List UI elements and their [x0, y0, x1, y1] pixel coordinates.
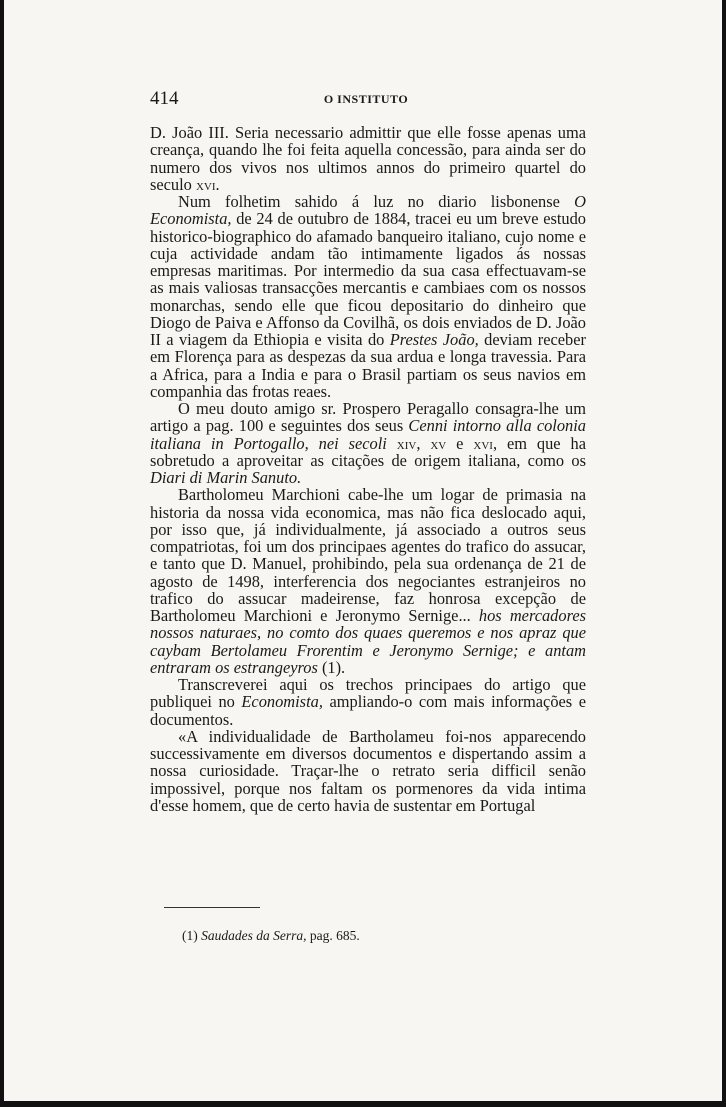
- footnote-marker: (1): [182, 928, 198, 943]
- text-run: (1).: [317, 657, 346, 677]
- paragraph-4: [150, 486, 586, 676]
- running-title: O INSTITUTO: [323, 92, 409, 106]
- italic-text: Prestes João,: [389, 330, 479, 349]
- text-run: xvi: [473, 433, 493, 453]
- text-run: .: [215, 174, 220, 194]
- italic-text: Economista,: [241, 692, 323, 712]
- text-run: O meu douto amigo sr. Prospero Peragallo consagra-lhe um artigo a pag. 100 e seguintes dos seus: [150, 399, 586, 436]
- footnote-title: Saudades da Serra,: [201, 928, 307, 943]
- text-run: «A individualidade de Bartholameu foi-nos apparecendo successivamente em diversos documentos e dispertando assim a nossa curiosidade. Traçar-lhe o retrato seria difficil senão impossivel, porque nos faltam os pormenores da vida intima d'esse homem, que de certo havia de sustentar em Portugal: [150, 726, 586, 815]
- text-run: D. João III. Seria necessario admittir que elle fosse apenas uma creança, quando lhe foi feita aquella concessão, para ainda ser do numero dos vivos nos ultimos annos do primeiro quartel do seculo: [150, 123, 586, 194]
- text-run: Transcreverei aqui os trechos principaes do artigo que publiquei no: [150, 675, 586, 712]
- text-run: xvi: [195, 174, 216, 194]
- paragraph-5: [150, 676, 586, 728]
- text-run: xiv: [396, 433, 417, 453]
- text-run: [387, 434, 397, 453]
- footnote-rest: pag. 685.: [306, 928, 360, 943]
- italic-text: Diari di Marin Sanuto.: [150, 468, 302, 487]
- footnote-divider: [164, 907, 260, 908]
- page-number: 414: [150, 88, 179, 109]
- running-header: [150, 86, 582, 114]
- footnote: [182, 928, 582, 944]
- paragraph-2: [150, 193, 586, 400]
- paragraph-1: [150, 124, 586, 193]
- paragraph-6: [150, 728, 586, 814]
- italic-text: hos mercadores nossos naturaes, no comto dos quaes queremos e nos apraz que caybam Bertolameu Frorentim e Jeronymo Sernige; e antam entraram os estrangeyros: [150, 606, 586, 677]
- text-run: e: [446, 433, 474, 453]
- italic-text: O Economista,: [150, 192, 586, 229]
- text-run: xv: [430, 433, 447, 453]
- text-run: ampliando-o com mais informações e documentos.: [150, 692, 586, 729]
- text-run: ,: [416, 433, 431, 453]
- body-text: [150, 124, 586, 814]
- text-run: , em que ha sobretudo a aproveitar as citações de origem italiana, como os: [150, 433, 586, 470]
- text-run: deviam receber em Florença para as despezas da sua ardua e longa travessia. Para a Africa, para a India e para o Brasil partiam os seus navios em companhia das frotas reaes.: [150, 330, 586, 401]
- text-run: de 24 de outubro de 1884, tracei eu um breve estudo historico-biographico do afamado banqueiro italiano, cujo nome e cuja actividade andam tão intimamente ligados ás nossas empresas maritimas. Por intermedio da sua casa effectuavam-se as mais valiosas transacções mercantis e cambiaes com os nossos monarchas, sendo elle que ficou depositario do dinheiro que Diogo de Paiva e Affonso da Covilhã, os dois enviados de D. João II a viagem da Ethiopia e visita do: [150, 209, 586, 349]
- text-run: Num folhetim sahido á luz no diario lisbonense: [178, 192, 575, 211]
- text-run: Bartholomeu Marchioni cabe-lhe um logar de primasia na historia da nossa vida economica, mas não fica deslocado aqui, por isso que, já individualmente, já associado a outros seus compatriotas, foi um dos principaes agentes do trafico do assucar, e tanto que D. Manuel, prohibindo, pela sua ordenança de 21 de agosto de 1498, interferencia dos negociantes estranjeiros no trafico do assucar madeirense, faz honrosa excepção de Bartholomeu Marchioni e Jeronymo Sernige...: [150, 485, 586, 625]
- paragraph-3: [150, 400, 586, 486]
- italic-text: Cenni intorno alla colonia italiana in Portogallo, nei secoli: [150, 416, 586, 453]
